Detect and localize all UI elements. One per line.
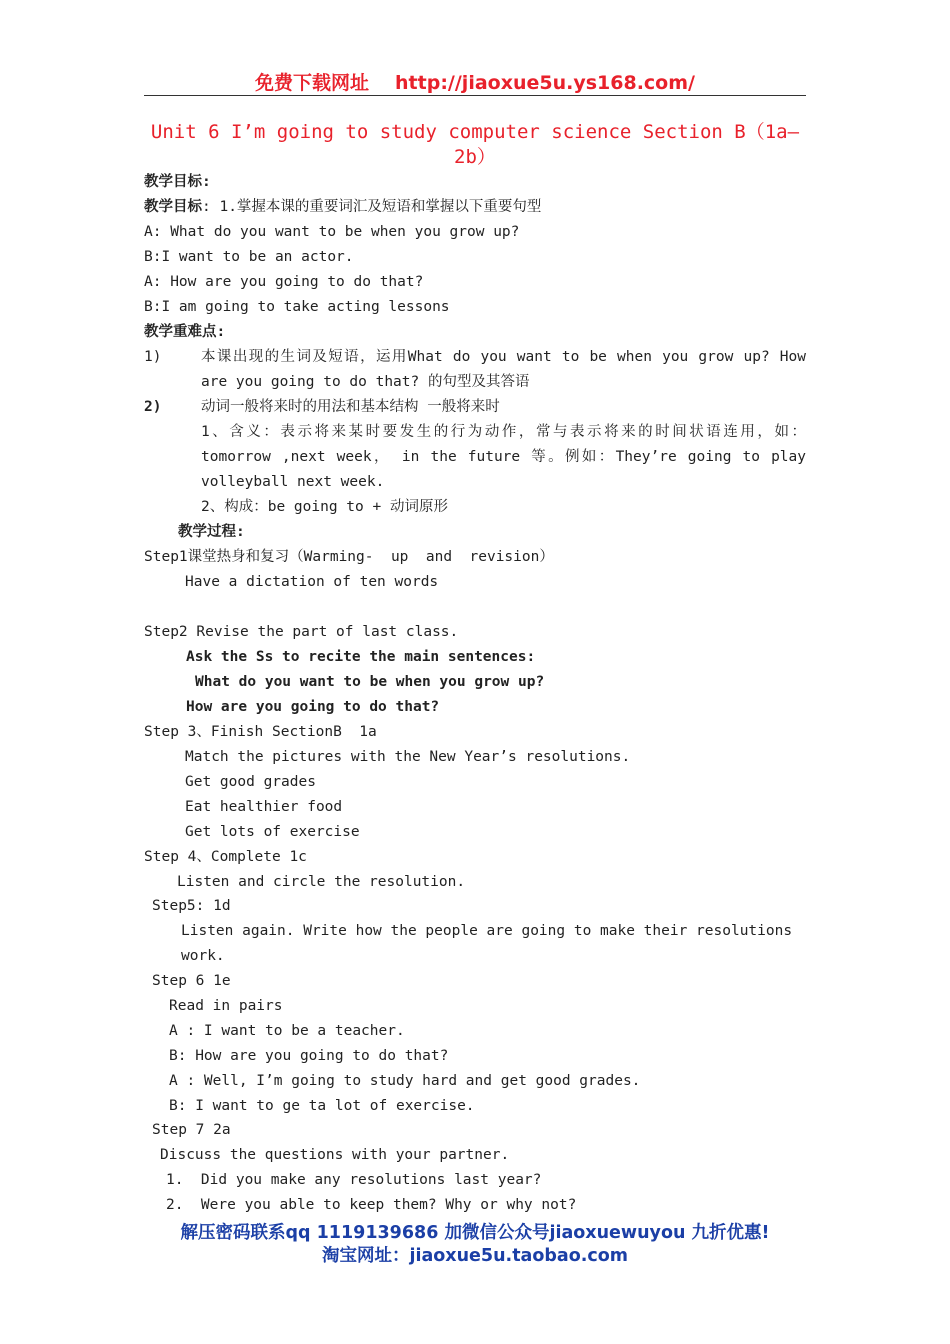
title-line-2: 2b）	[454, 146, 496, 168]
page-title	[144, 120, 806, 170]
key-point-number: 2)	[144, 399, 162, 415]
goal-sentence: A: How are you going to do that?	[144, 274, 424, 290]
discussion-question: 1. Did you make any resolutions last year?	[166, 1172, 542, 1188]
future-tense-meaning: 1、含义：表示将来某时要发生的行为动作，常与表示将来的时间状语连用，如：	[201, 424, 806, 440]
step-detail: What do you want to be when you grow up?	[195, 674, 545, 690]
process-heading: 教学过程:	[178, 524, 245, 540]
step-heading: Step5: 1d	[152, 898, 231, 914]
step-detail: Get lots of exercise	[185, 824, 360, 840]
goals-intro-text: : 1.掌握本课的重要词汇及短语和掌握以下重要句型	[202, 199, 542, 215]
goals-heading-inline: 教学目标	[144, 199, 202, 215]
goal-sentence: B:I am going to take acting lessons	[144, 299, 450, 315]
step-detail: Listen and circle the resolution.	[177, 874, 466, 890]
future-tense-meaning: volleyball next week.	[201, 474, 385, 490]
step-detail: Get good grades	[185, 774, 316, 790]
key-point-text: 动词一般将来时的用法和基本结构 一般将来时	[201, 399, 500, 415]
step-detail: Listen again. Write how the people are going to make their resolutions	[181, 923, 793, 939]
step-detail: Read in pairs	[169, 998, 283, 1014]
key-point-text: 本课出现的生词及短语，运用What do you want to be when you grow up? How	[201, 349, 806, 365]
header-divider	[144, 95, 806, 96]
key-points-heading: 教学重难点:	[144, 324, 226, 340]
step-detail: Have a dictation of ten words	[185, 574, 439, 590]
step-detail: work.	[181, 948, 225, 964]
step-heading: Step 7 2a	[152, 1122, 231, 1138]
dialogue-line: B: How are you going to do that?	[169, 1048, 449, 1064]
download-header	[144, 68, 806, 95]
step-detail: How are you going to do that?	[186, 699, 440, 715]
future-tense-structure: 2、构成：be going to + 动词原形	[201, 499, 448, 515]
step-detail: Match the pictures with the New Year’s resolutions.	[185, 749, 631, 765]
key-point-number: 1)	[144, 349, 162, 365]
step-detail: Discuss the questions with your partner.	[160, 1147, 510, 1163]
step-heading: Step 4、Complete 1c	[144, 849, 307, 865]
future-tense-meaning: tomorrow ,next week， in the future 等。例如：They’re going to play	[201, 449, 806, 465]
footer-shop-link[interactable]: 淘宝网址：jiaoxue5u.taobao.com	[321, 1246, 629, 1266]
header-url-link[interactable]: http://jiaoxue5u.ys168.com/	[395, 72, 695, 94]
header-label: 免费下载网址	[255, 72, 370, 94]
discussion-question: 2. Were you able to keep them? Why or why not?	[166, 1197, 577, 1213]
step-heading: Step 6 1e	[152, 973, 231, 989]
goals-intro	[144, 197, 541, 217]
goal-sentence: A: What do you want to be when you grow up?	[144, 224, 520, 240]
dialogue-line: A : Well, I’m going to study hard and get good grades.	[169, 1073, 641, 1089]
step-heading: Step1课堂热身和复习（Warming- up and revision）	[144, 549, 554, 565]
title-line-1: Unit 6 I’m going to study computer science Section B（1a—	[150, 121, 800, 143]
dialogue-line: A : I want to be a teacher.	[169, 1023, 405, 1039]
step-detail: Ask the Ss to recite the main sentences:	[186, 649, 536, 665]
key-point-text: are you going to do that? 的句型及其答语	[201, 374, 530, 390]
step-detail: Eat healthier food	[185, 799, 343, 815]
step-heading: Step2 Revise the part of last class.	[144, 624, 459, 640]
footer-contact: 解压密码联系qq 1119139686 加微信公众号jiaoxuewuyou 九折优惠!	[180, 1223, 770, 1243]
goals-heading: 教学目标:	[144, 174, 211, 190]
dialogue-line: B: I want to ge ta lot of exercise.	[169, 1098, 475, 1114]
goal-sentence: B:I want to be an actor.	[144, 249, 354, 265]
step-heading: Step 3、Finish SectionB 1a	[144, 724, 377, 740]
